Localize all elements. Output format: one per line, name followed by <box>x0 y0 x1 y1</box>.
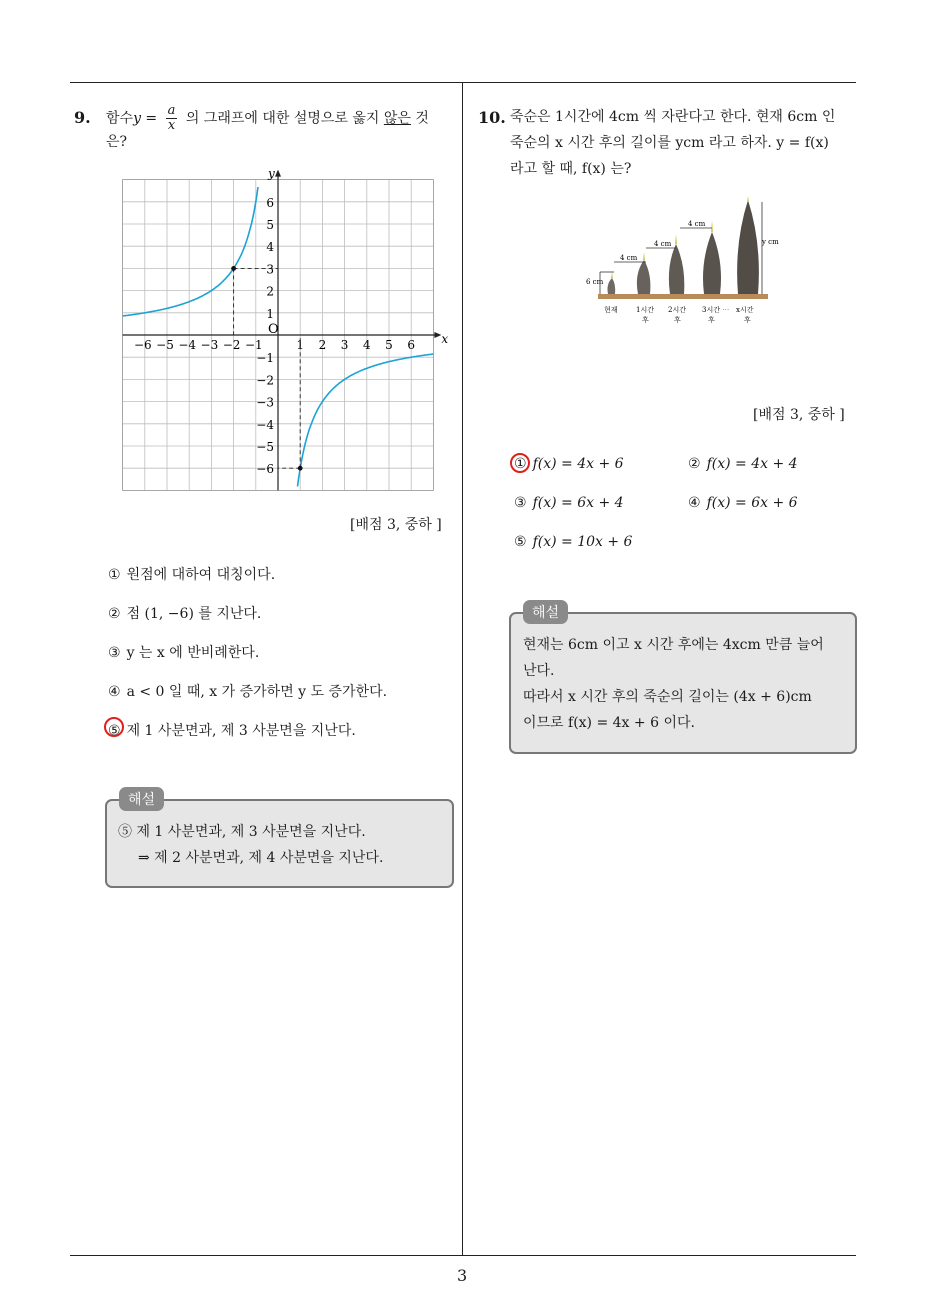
q9-graph <box>116 166 449 497</box>
time-sub-3: 후 <box>708 316 715 324</box>
q10-solution-text: 현재는 6cm 이고 x 시간 후에는 4xcm 만큼 늘어 난다. 따라서 x 시간 후의 죽순의 길이는 (4x + 6)cm 이므로 f(x) = 4x + 6 이다. <box>523 637 824 731</box>
q9-choice-2[interactable]: ② 점 (1, −6) 를 지난다. <box>108 606 262 622</box>
hyperbola-branch-left <box>123 187 258 316</box>
q10-choice-3[interactable]: ③ f(x) = 6x + 4 <box>514 495 624 511</box>
height-label-3: 4 cm <box>688 220 706 228</box>
q10-number: 10. <box>478 108 506 127</box>
y-tick-label: −3 <box>256 395 274 410</box>
y-tick-label: 2 <box>266 284 274 299</box>
x-axis-arrow <box>434 332 441 338</box>
q10-choice-2[interactable]: ② f(x) = 4x + 4 <box>688 456 798 472</box>
y-tick-label: 4 <box>266 240 274 255</box>
hyperbola-branch-right <box>298 354 434 486</box>
q9-question-line1: 함수y = $\frac{a}{x}$ 의 그래프에 대한 설명으로 옳지 않은 것 <box>106 103 429 133</box>
x-tick-label: −3 <box>200 338 219 352</box>
y-tick-label: 3 <box>266 262 274 277</box>
time-label-0: 현재 <box>604 306 618 314</box>
q9-choice-1[interactable]: ① 원점에 대하여 대칭이다. <box>108 567 276 583</box>
q10-score: [배점 3, 중하 ] <box>753 407 845 423</box>
bottom-rule <box>70 1255 856 1256</box>
y-axis-label: y <box>268 166 275 181</box>
origin-label: O <box>268 322 279 337</box>
top-rule <box>70 82 856 83</box>
q9-choice-5[interactable]: ⑤ 제 1 사분면과, 제 3 사분면을 지난다. <box>108 723 356 739</box>
x-tick-label: −4 <box>178 338 197 352</box>
x-tick-label: −2 <box>222 338 241 352</box>
time-label-4: x시간 <box>736 306 754 314</box>
column-divider <box>462 83 463 1256</box>
q10-choice-1[interactable]: ① f(x) = 4x + 6 <box>514 456 624 472</box>
q9-answer-mark <box>104 717 124 737</box>
y-tick-label: 5 <box>266 218 274 232</box>
q9-solution-text: ⑤ 제 1 사분면과, 제 3 사분면을 지난다. ⇒ 제 2 사분면과, 제 4 사분면을 지난다. <box>118 824 384 866</box>
q10-answer-mark <box>510 453 530 473</box>
q9-score: [배점 3, 중하 ] <box>350 517 442 533</box>
q10-choice-4[interactable]: ④ f(x) = 6x + 6 <box>688 495 798 511</box>
x-tick-label: 3 <box>340 338 349 352</box>
x-tick-label: 6 <box>407 338 416 352</box>
time-label-3: 3시간 ⋯ <box>702 306 730 314</box>
bamboo-shoot-4 <box>737 200 759 294</box>
bamboo-shoot-2 <box>669 244 684 294</box>
graph-point <box>298 466 303 471</box>
q10-choice-5[interactable]: ⑤ f(x) = 10x + 6 <box>514 534 633 550</box>
q9-question-line2: 은? <box>106 134 128 150</box>
x-tick-label: 4 <box>362 338 371 352</box>
height-label-0: 6 cm <box>586 278 604 286</box>
bamboo-shoot-3 <box>703 232 721 294</box>
page-number: 3 <box>457 1266 468 1285</box>
q9-solution-box <box>105 792 454 888</box>
q10-solution-tag: 해설 <box>523 600 568 624</box>
q9-solution-tag: 해설 <box>119 787 164 811</box>
y-tick-label: 6 <box>266 195 274 210</box>
x-tick-label: −6 <box>133 338 152 352</box>
graph-point <box>231 266 236 271</box>
y-tick-label: −6 <box>256 462 274 477</box>
time-label-2: 2시간 <box>668 306 686 314</box>
bamboo-shoot-1 <box>637 260 651 294</box>
y-tick-label: 1 <box>266 306 274 321</box>
time-sub-1: 후 <box>642 316 649 324</box>
q9-choice-3[interactable]: ③ y 는 x 에 반비례한다. <box>108 645 260 661</box>
height-label-4: y cm <box>762 238 779 246</box>
y-tick-label: −1 <box>256 351 274 366</box>
y-tick-label: −2 <box>256 373 274 388</box>
time-sub-4: 후 <box>744 316 751 324</box>
q10-solution-box <box>509 605 857 754</box>
y-tick-label: −4 <box>256 417 274 432</box>
x-axis-label: x <box>441 332 449 346</box>
x-tick-label: 5 <box>385 338 393 352</box>
q9-number: 9. <box>74 108 91 127</box>
q9-question <box>106 104 456 155</box>
fraction-a-over-x: $\frac{a}{x}$ <box>167 103 176 133</box>
x-tick-label: 2 <box>318 338 327 352</box>
y-tick-label: −5 <box>256 440 274 454</box>
height-label-2: 4 cm <box>654 240 672 248</box>
q10-question: 죽순은 1시간에 4cm 씩 자란다고 한다. 현재 6cm 인 죽순의 x 시간 후의 길이를 ycm 라고 하자. y = f(x) 라고 할 때, f(x) 는? <box>510 109 836 177</box>
y-axis-arrow <box>275 170 281 177</box>
time-label-1: 1시간 <box>636 306 654 314</box>
x-tick-label: 1 <box>296 338 305 352</box>
bamboo-shoot-0 <box>608 278 616 294</box>
time-sub-2: 후 <box>674 316 681 324</box>
q9-choice-4[interactable]: ④ a < 0 일 때, x 가 증가하면 y 도 증가한다. <box>108 684 388 700</box>
x-tick-label: −1 <box>244 338 263 352</box>
height-label-1: 4 cm <box>620 254 638 262</box>
x-tick-label: −5 <box>156 338 174 352</box>
bamboo-shoot-figure <box>584 196 780 336</box>
